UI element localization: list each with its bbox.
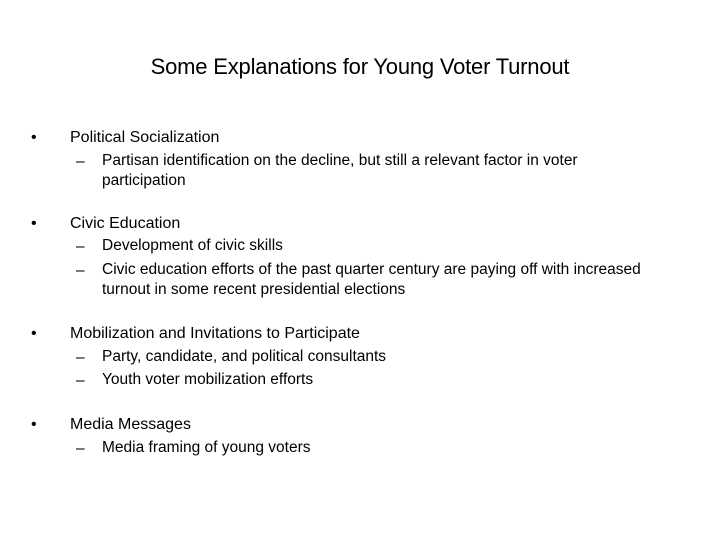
sub-bullet-text: Development of civic skills xyxy=(102,237,283,254)
sub-bullet-text: Youth voter mobilization efforts xyxy=(102,371,314,388)
bullet-dot: • xyxy=(31,416,37,433)
bullet-text: Mobilization and Invitations to Participate xyxy=(70,325,360,342)
sub-bullet-text: Civic education efforts of the past quarter century are paying off with increased turnout in some recent presidential elections xyxy=(102,261,641,298)
sub-bullet-text: Party, candidate, and political consultants xyxy=(102,348,387,365)
sub-bullet-text: Partisan identification on the decline, but still a relevant factor in voter participation xyxy=(102,152,578,189)
bullet-text: Civic Education xyxy=(70,215,181,232)
bullet-dot: • xyxy=(31,129,37,146)
sub-bullet-dash: – xyxy=(76,349,85,366)
bullet-dot: • xyxy=(31,325,37,342)
sub-bullet-dash: – xyxy=(76,238,85,255)
sub-bullet-text: Media framing of young voters xyxy=(102,439,311,456)
sub-bullet-dash: – xyxy=(76,372,85,389)
sub-bullet-dash: – xyxy=(76,440,85,457)
slide-title: Some Explanations for Young Voter Turnout xyxy=(150,54,570,79)
bullet-dot: • xyxy=(31,215,37,232)
bullet-text: Media Messages xyxy=(70,416,191,433)
bullet-text: Political Socialization xyxy=(70,129,220,146)
sub-bullet-dash: – xyxy=(76,153,85,170)
sub-bullet-dash: – xyxy=(76,262,85,279)
